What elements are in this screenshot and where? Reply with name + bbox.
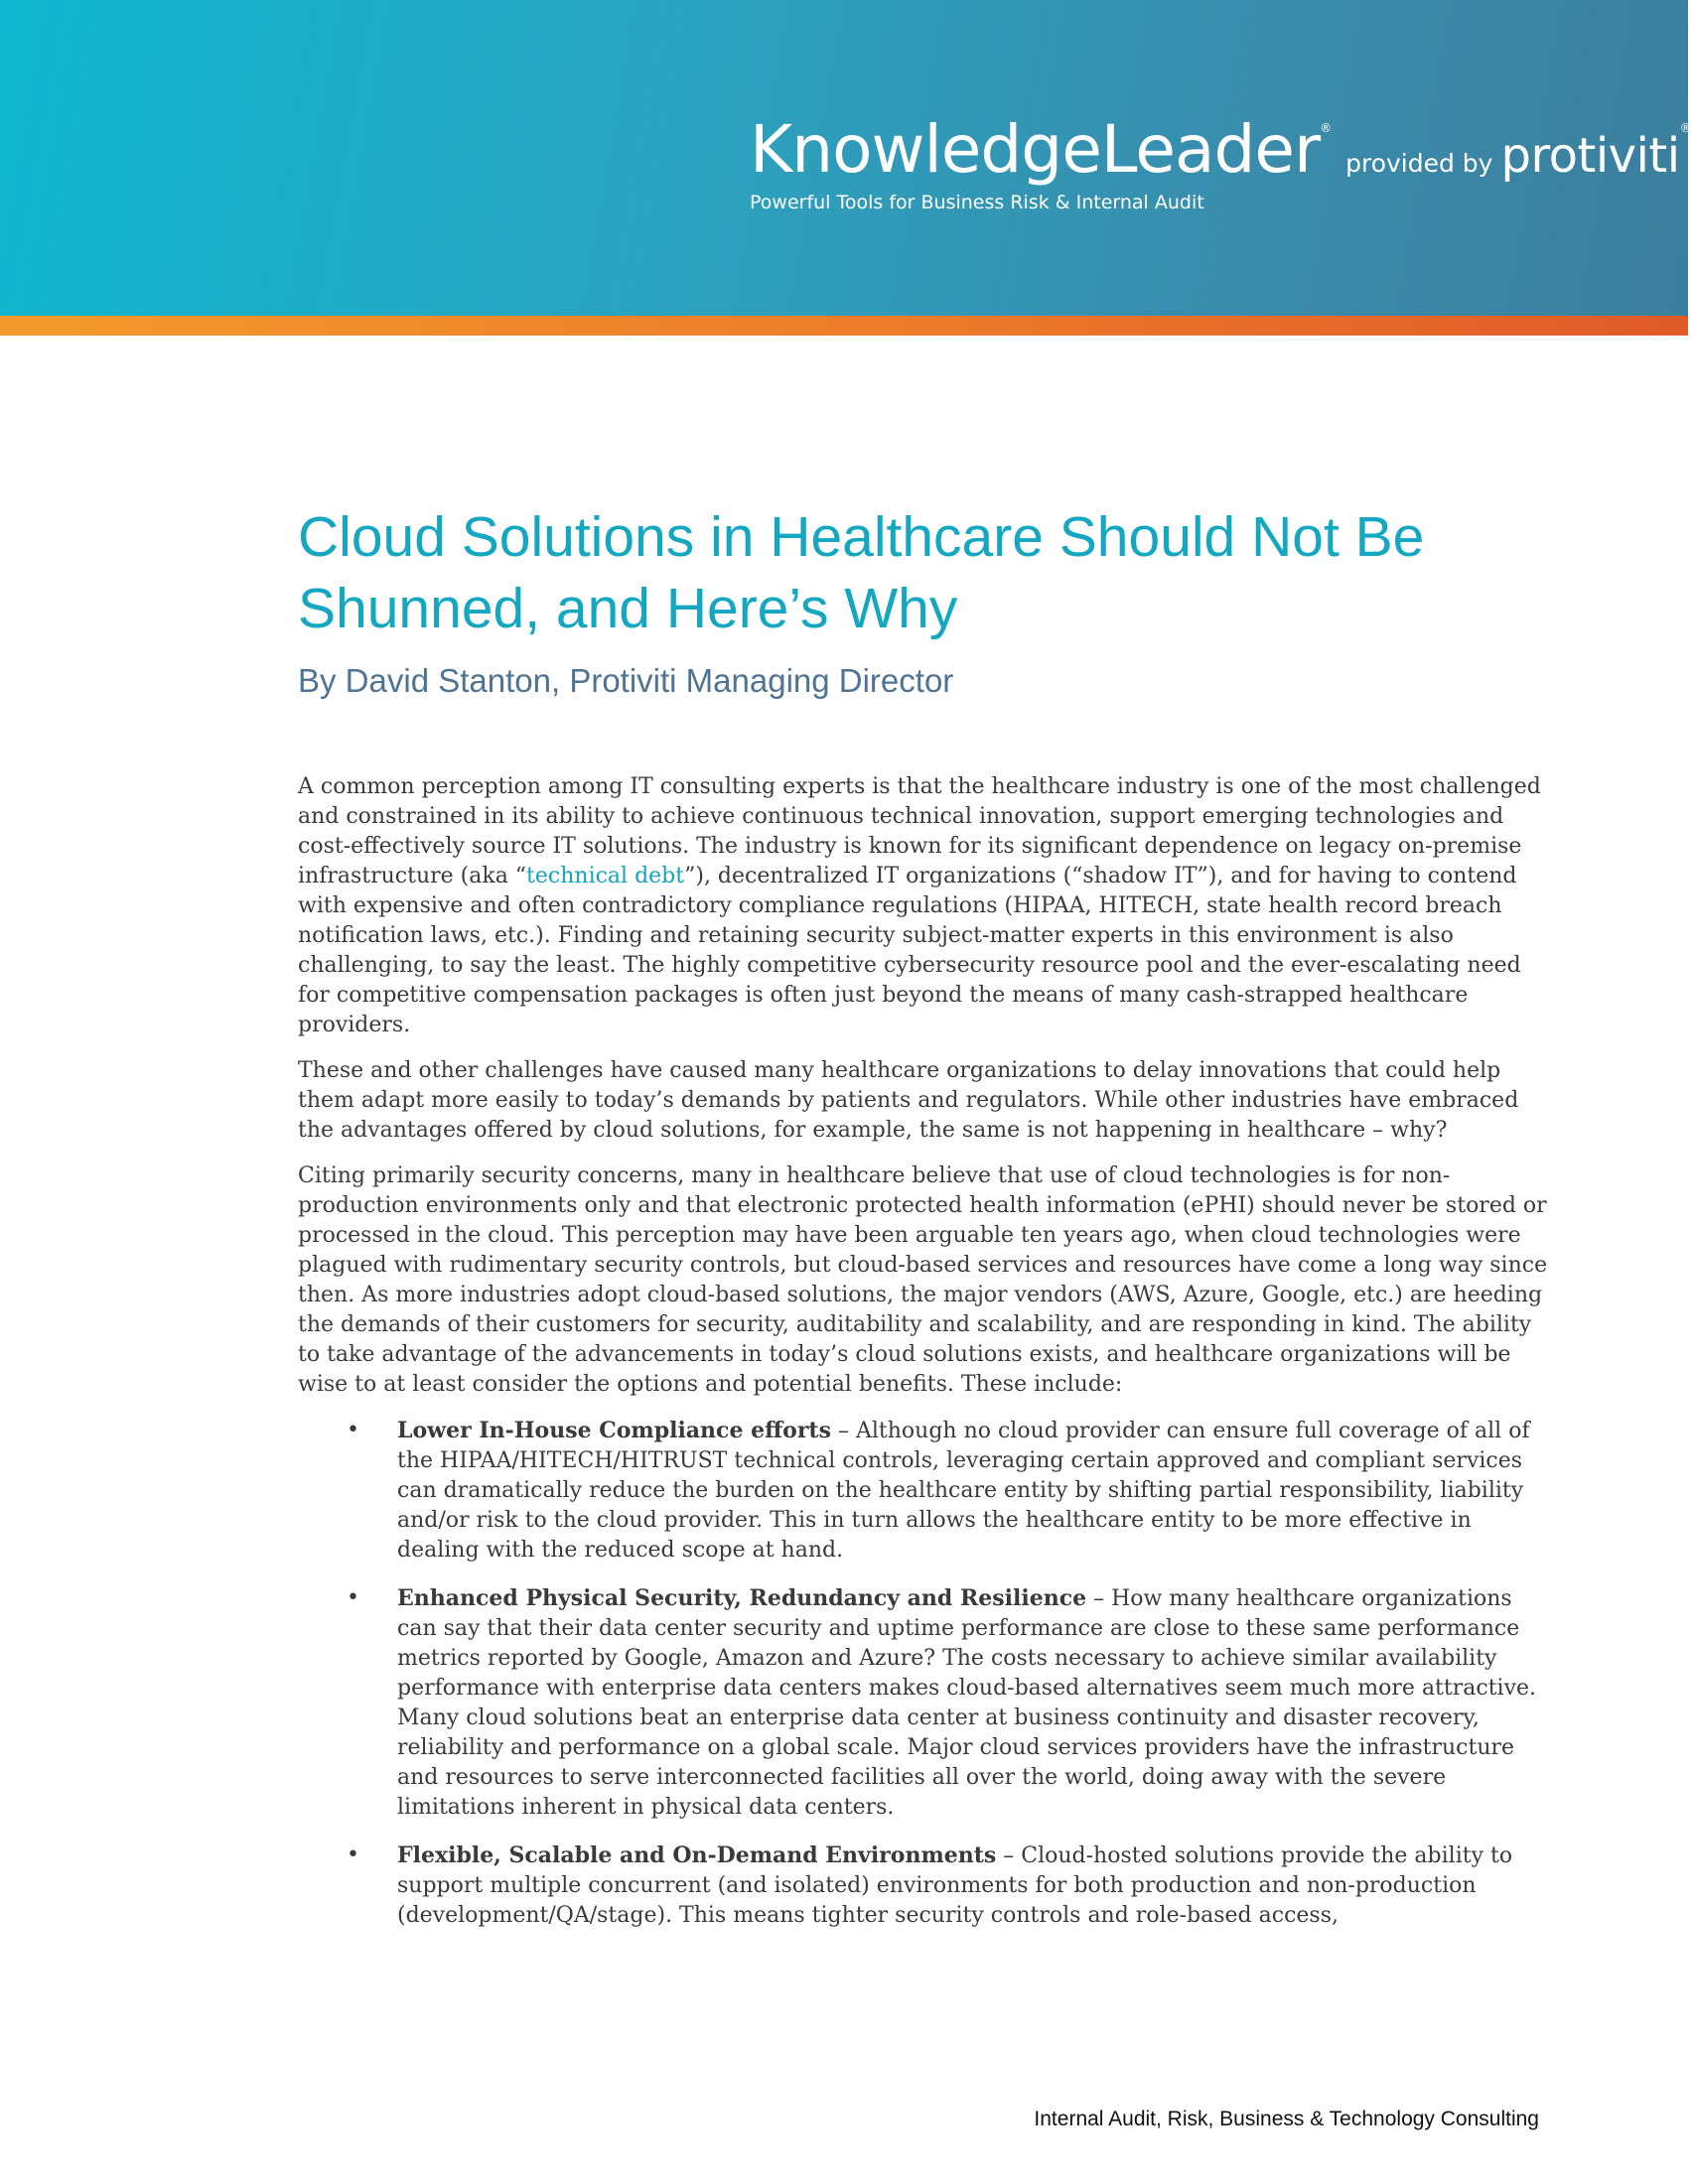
brand-name: KnowledgeLeader (750, 111, 1321, 188)
header-accent-bar (0, 316, 1688, 336)
article-byline: By David Stanton, Protiviti Managing Director (298, 662, 954, 699)
benefits-list (298, 1416, 1549, 1931)
brand-tagline: Powerful Tools for Business Risk & Internal Audit (750, 192, 1204, 213)
technical-debt-link[interactable]: technical debt (526, 864, 685, 888)
bullet-term: Lower In-House Compliance efforts (397, 1418, 831, 1443)
list-item (298, 1583, 1549, 1823)
provided-by: provided by (1345, 149, 1493, 178)
bullet-text: – How many healthcare organizations can say that their data center security and uptime performance are close to these same performance metrics reported by Google, Amazon and Azure? The costs necessary to achieve similar availability performance with enterprise data centers makes cloud-based alternatives seem much more attractive. Many cloud solutions beat an enterprise data center at business continuity and disaster recovery, reliability and performance on a global scale. Major cloud services providers have the infrastructure and resources to serve interconnected facilities all over the world, doing away with the severe limitations inherent in physical data centers. (397, 1586, 1537, 1820)
article-title: Cloud Solutions in Healthcare Should Not Be Shunned, and Here’s Why (298, 505, 1425, 640)
list-item (298, 1416, 1549, 1566)
footer-text: Internal Audit, Risk, Business & Technology Consulting (1034, 2108, 1539, 2130)
bullet-term: Enhanced Physical Security, Redundancy and Resilience (397, 1585, 1087, 1611)
bullet-text: – Cloud-hosted solutions provide the ability to support multiple concurrent (and isolated) environments for both production and non-production (development/QA/stage). This means tighter security controls and role-based access, (397, 1843, 1513, 1928)
bullet-text: – Although no cloud provider can ensure full coverage of all of the HIPAA/HITECH/HITRUST technical controls, leveraging certain approved and compliant services can dramatically reduce the burden on the healthcare entity by shifting partial responsibility, liability and/or risk to the cloud provider. This in turn allows the healthcare entity to be more effective in dealing with the reduced scope at hand. (397, 1419, 1530, 1563)
paragraph-1-text-a: A common perception among IT consulting experts is that the healthcare industry is one of the most challenged and constrained in its ability to achieve continuous technical innovation, support emerging technologies and cost-effectively source IT solutions. The industry is known for its significant dependence on legacy on-premise infrastructure (aka “ (298, 774, 1541, 888)
company-reg-mark: ® (1679, 121, 1692, 135)
paragraph-2: These and other challenges have caused many healthcare organizations to delay innovations that could help them adapt more easily to today’s demands by patients and regulators. While other industries have embraced the advantages offered by cloud solutions, for example, the same is not happening in healthcare – why? (298, 1058, 1519, 1143)
brand-logo (750, 111, 1692, 188)
bullet-term: Flexible, Scalable and On-Demand Environments (397, 1843, 997, 1868)
paragraph-1 (298, 772, 1549, 1040)
company-name: protiviti (1500, 128, 1680, 184)
paragraph-1-text-b: ”), decentralized IT organizations (“shadow IT”), and for having to contend with expensive and often contradictory compliance regulations (HIPAA, HITECH, state health record breach notification laws, etc.). Finding and retaining security subject-matter experts in this environment is also challenging, to say the least. The highly competitive cybersecurity resource pool and the ever-escalating need for competitive compensation packages is often just beyond the means of many cash-strapped healthcare providers. (298, 864, 1521, 1037)
brand-reg-mark: ® (1320, 121, 1333, 135)
article-body (298, 772, 1549, 1949)
paragraph-3: Citing primarily security concerns, many in healthcare believe that use of cloud technologies is for non-production environments only and that electronic protected health information (ePHI) should never be stored or processed in the cloud. This perception may have been arguable ten years ago, when cloud technologies were plagued with rudimentary security controls, but cloud-based services and resources have come a long way since then. As more industries adopt cloud-based solutions, the major vendors (AWS, Azure, Google, etc.) are heeding the demands of their customers for security, auditability and scalability, and are responding in kind. The ability to take advantage of the advancements in today’s cloud solutions exists, and healthcare organizations will be wise to at least consider the options and potential benefits. These include: (298, 1163, 1548, 1397)
list-item (298, 1841, 1549, 1931)
